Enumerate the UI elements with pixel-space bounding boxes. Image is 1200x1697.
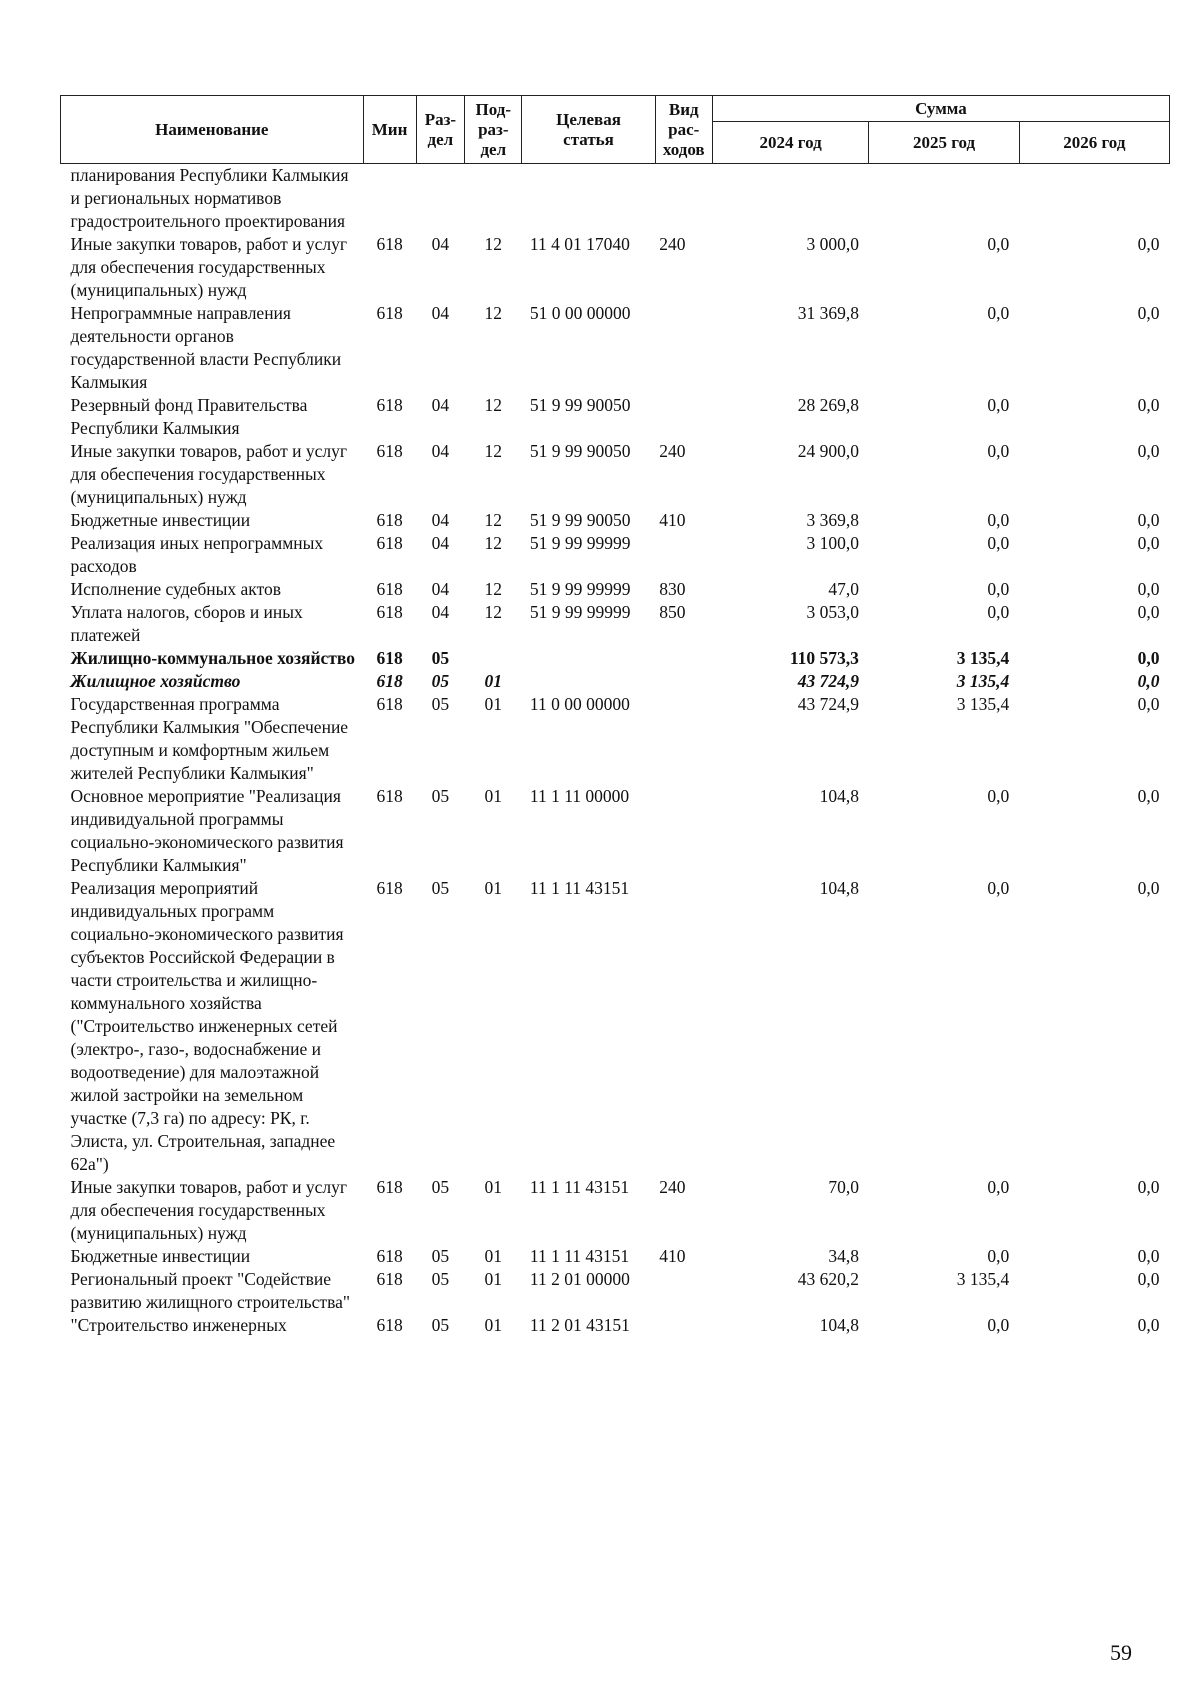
cell-name: Региональный проект "Содействие развитию жилищного строительства" — [70, 1269, 351, 1312]
cell-podrazdel: 01 — [484, 1269, 503, 1289]
cell-2024: 70,0 — [828, 1177, 859, 1197]
header-year-2024: 2024 год — [712, 122, 869, 164]
cell-2025: 3 135,4 — [956, 671, 1010, 691]
cell-podrazdel: 12 — [484, 510, 503, 530]
cell-target: 11 1 11 00000 — [529, 786, 630, 806]
cell-podrazdel: 01 — [484, 1177, 503, 1197]
cell-2024: 110 573,3 — [789, 648, 859, 668]
table-row — [61, 693, 1170, 785]
cell-razdel: 05 — [431, 1315, 450, 1335]
cell-razdel — [416, 164, 465, 234]
table-row — [61, 1245, 1170, 1268]
cell-2024: 3 000,0 — [806, 234, 859, 254]
cell-name: Непрограммные направления деятельности органов государственной власти Республики Калмыкия — [70, 303, 342, 392]
cell-2024: 43 724,9 — [797, 694, 859, 714]
header-razdel: Раз- дел — [416, 96, 465, 164]
cell-podrazdel: 12 — [484, 602, 503, 622]
cell-2025: 0,0 — [987, 1315, 1010, 1335]
cell-name: Государственная программа Республики Калмыкия "Обеспечение доступным и комфортным жильем жителей Республики Калмыкия" — [70, 694, 349, 783]
cell-2024: 3 369,8 — [806, 510, 859, 530]
cell-razdel: 04 — [431, 395, 450, 415]
cell-min — [363, 164, 416, 234]
cell-vid — [655, 693, 712, 785]
cell-2026: 0,0 — [1137, 1269, 1160, 1289]
cell-name: Уплата налогов, сборов и иных платежей — [70, 602, 303, 645]
cell-2026: 0,0 — [1137, 441, 1160, 461]
cell-vid — [655, 302, 712, 394]
cell-2026: 0,0 — [1137, 579, 1160, 599]
cell-2025: 0,0 — [987, 395, 1010, 415]
cell-min: 618 — [376, 1269, 403, 1289]
cell-2026: 0,0 — [1137, 234, 1160, 254]
header-name: Наименование — [61, 96, 364, 164]
cell-vid — [655, 164, 712, 234]
document-page — [60, 95, 1170, 1337]
cell-2025: 0,0 — [987, 1246, 1010, 1266]
table-row — [61, 1314, 1170, 1337]
table-row — [61, 164, 1170, 234]
cell-vid: 410 — [659, 1246, 686, 1266]
cell-podrazdel: 12 — [484, 303, 503, 323]
cell-vid: 830 — [659, 579, 686, 599]
cell-razdel: 05 — [431, 1269, 450, 1289]
cell-vid — [655, 785, 712, 877]
cell-min: 618 — [376, 579, 403, 599]
cell-razdel: 04 — [431, 441, 450, 461]
cell-podrazdel: 01 — [484, 1246, 503, 1266]
cell-name: "Строительство инженерных — [70, 1315, 287, 1335]
cell-min: 618 — [376, 234, 403, 254]
cell-podrazdel — [465, 647, 522, 670]
table-row — [61, 877, 1170, 1176]
cell-2025: 0,0 — [987, 786, 1010, 806]
cell-target: 11 0 00 00000 — [529, 694, 630, 714]
table-row — [61, 578, 1170, 601]
cell-target: 11 2 01 43151 — [529, 1315, 630, 1335]
cell-name: планирования Республики Калмыкия и региональных нормативов градостроительного проектирования — [70, 165, 349, 231]
cell-target: 11 2 01 00000 — [529, 1269, 630, 1289]
cell-razdel: 05 — [431, 786, 450, 806]
cell-min: 618 — [376, 694, 403, 714]
cell-2024: 104,8 — [819, 786, 859, 806]
cell-name: Бюджетные инвестиции — [70, 510, 251, 530]
cell-2026: 0,0 — [1137, 395, 1160, 415]
cell-min: 618 — [376, 1177, 403, 1197]
cell-min: 618 — [376, 786, 403, 806]
header-min: Мин — [363, 96, 416, 164]
cell-2025: 0,0 — [987, 234, 1010, 254]
page-number: 59 — [1110, 1640, 1132, 1665]
cell-2025: 0,0 — [987, 878, 1010, 898]
cell-2024: 43 724,9 — [797, 671, 859, 691]
cell-2025: 0,0 — [987, 303, 1010, 323]
cell-min: 618 — [376, 878, 403, 898]
cell-2025: 0,0 — [987, 441, 1010, 461]
cell-razdel: 05 — [431, 878, 450, 898]
cell-2026: 0,0 — [1137, 786, 1160, 806]
cell-target: 51 9 99 99999 — [529, 579, 631, 599]
cell-2026: 0,0 — [1137, 878, 1160, 898]
table-row — [61, 785, 1170, 877]
cell-2026: 0,0 — [1137, 533, 1160, 553]
cell-podrazdel: 12 — [484, 395, 503, 415]
table-row — [61, 532, 1170, 578]
cell-2024: 104,8 — [819, 878, 859, 898]
cell-razdel: 05 — [431, 1246, 450, 1266]
cell-name: Иные закупки товаров, работ и услуг для обеспечения государственных (муниципальных) нужд — [70, 1177, 348, 1243]
cell-2025 — [869, 164, 1019, 234]
cell-podrazdel: 12 — [484, 533, 503, 553]
cell-2025: 0,0 — [987, 510, 1010, 530]
cell-name: Иные закупки товаров, работ и услуг для обеспечения государственных (муниципальных) нужд — [70, 441, 348, 507]
cell-2024: 43 620,2 — [797, 1269, 859, 1289]
cell-target: 51 9 99 90050 — [529, 441, 631, 461]
table-row — [61, 1268, 1170, 1314]
cell-2025: 3 135,4 — [956, 694, 1010, 714]
cell-2024: 3 100,0 — [806, 533, 859, 553]
cell-target — [522, 670, 655, 693]
cell-vid: 850 — [659, 602, 686, 622]
table-body — [61, 164, 1170, 1338]
cell-2026: 0,0 — [1137, 1315, 1160, 1335]
cell-min: 618 — [376, 648, 403, 668]
cell-vid — [655, 394, 712, 440]
cell-2024: 31 369,8 — [797, 303, 859, 323]
header-target: Целевая статья — [522, 96, 655, 164]
cell-podrazdel: 01 — [484, 1315, 503, 1335]
cell-target: 51 0 00 00000 — [529, 303, 631, 323]
table-row — [61, 601, 1170, 647]
cell-podrazdel: 12 — [484, 234, 503, 254]
cell-target: 11 1 11 43151 — [529, 1177, 630, 1197]
header-year-2025: 2025 год — [869, 122, 1019, 164]
cell-min: 618 — [376, 1246, 403, 1266]
cell-min: 618 — [376, 395, 403, 415]
cell-name: Бюджетные инвестиции — [70, 1246, 251, 1266]
table-header — [61, 96, 1170, 164]
header-year-2026: 2026 год — [1019, 122, 1169, 164]
cell-vid: 240 — [659, 1177, 686, 1197]
table-row — [61, 394, 1170, 440]
cell-razdel: 04 — [431, 234, 450, 254]
table-row — [61, 302, 1170, 394]
cell-name: Жилищное хозяйство — [70, 671, 241, 691]
cell-vid — [655, 532, 712, 578]
cell-podrazdel: 01 — [484, 694, 503, 714]
cell-2026 — [1019, 164, 1169, 234]
cell-target: 11 4 01 17040 — [529, 234, 630, 254]
cell-2025: 3 135,4 — [956, 648, 1010, 668]
cell-name: Исполнение судебных актов — [70, 579, 282, 599]
table-row — [61, 233, 1170, 302]
cell-razdel: 04 — [431, 533, 450, 553]
cell-name: Реализация мероприятий индивидуальных программ социально-экономического развития субъектов Российской Федерации в части строительства и жилищно-коммунального хозяйства ("Строительство инженерных сетей (электро-, газо-, водоснабжение и водоотведение) для малоэтажной жилой застройки на земельном участке (7,3 га) по адресу: РК, г. Элиста, ул. Строительная, западнее 62а") — [70, 878, 344, 1174]
cell-2025: 0,0 — [987, 1177, 1010, 1197]
cell-vid: 240 — [659, 234, 686, 254]
table-row — [61, 647, 1170, 670]
cell-min: 618 — [376, 671, 403, 691]
cell-min: 618 — [376, 602, 403, 622]
cell-vid: 240 — [659, 441, 686, 461]
cell-vid — [655, 877, 712, 1176]
cell-2024 — [712, 164, 869, 234]
cell-razdel: 04 — [431, 303, 450, 323]
cell-min: 618 — [376, 441, 403, 461]
cell-2026: 0,0 — [1137, 303, 1160, 323]
cell-razdel: 05 — [431, 671, 450, 691]
cell-vid — [655, 647, 712, 670]
cell-2025: 0,0 — [987, 533, 1010, 553]
cell-2026: 0,0 — [1137, 1177, 1160, 1197]
cell-name: Иные закупки товаров, работ и услуг для обеспечения государственных (муниципальных) нужд — [70, 234, 348, 300]
cell-podrazdel: 01 — [484, 786, 503, 806]
cell-target: 51 9 99 90050 — [529, 395, 631, 415]
table-row — [61, 509, 1170, 532]
cell-target: 11 1 11 43151 — [529, 1246, 630, 1266]
cell-2025: 0,0 — [987, 602, 1010, 622]
cell-vid: 410 — [659, 510, 686, 530]
header-vid: Вид рас- ходов — [655, 96, 712, 164]
cell-2024: 104,8 — [819, 1315, 859, 1335]
cell-podrazdel: 12 — [484, 579, 503, 599]
cell-2026: 0,0 — [1137, 648, 1160, 668]
cell-target: 11 1 11 43151 — [529, 878, 630, 898]
cell-name: Жилищно-коммунальное хозяйство — [70, 648, 355, 668]
cell-razdel: 05 — [431, 1177, 450, 1197]
cell-2026: 0,0 — [1137, 602, 1160, 622]
cell-2026: 0,0 — [1137, 694, 1160, 714]
cell-name: Основное мероприятие "Реализация индивидуальной программы социально-экономического развития Республики Калмыкия" — [70, 786, 344, 875]
cell-2024: 47,0 — [828, 579, 859, 599]
cell-2025: 3 135,4 — [956, 1269, 1010, 1289]
cell-razdel: 05 — [431, 694, 450, 714]
cell-2025: 0,0 — [987, 579, 1010, 599]
table-row — [61, 670, 1170, 693]
cell-razdel: 04 — [431, 602, 450, 622]
cell-vid — [655, 1314, 712, 1337]
cell-podrazdel: 12 — [484, 441, 503, 461]
cell-2024: 3 053,0 — [806, 602, 859, 622]
cell-podrazdel: 01 — [484, 671, 503, 691]
cell-target: 51 9 99 90050 — [529, 510, 631, 530]
cell-target — [522, 647, 655, 670]
cell-min: 618 — [376, 303, 403, 323]
cell-min: 618 — [376, 533, 403, 553]
cell-2026: 0,0 — [1137, 1246, 1160, 1266]
cell-podrazdel: 01 — [484, 878, 503, 898]
cell-min: 618 — [376, 510, 403, 530]
cell-podrazdel — [465, 164, 522, 234]
cell-name: Реализация иных непрограммных расходов — [70, 533, 324, 576]
cell-razdel: 04 — [431, 579, 450, 599]
cell-target — [522, 164, 655, 234]
table-row — [61, 440, 1170, 509]
cell-razdel: 05 — [431, 648, 450, 668]
cell-target: 51 9 99 99999 — [529, 602, 631, 622]
table-row — [61, 1176, 1170, 1245]
header-sum: Сумма — [712, 96, 1169, 122]
header-podrazdel: Под- раз- дел — [465, 96, 522, 164]
cell-vid — [655, 1268, 712, 1314]
cell-2024: 28 269,8 — [797, 395, 859, 415]
cell-razdel: 04 — [431, 510, 450, 530]
budget-table — [60, 95, 1170, 1337]
cell-2024: 24 900,0 — [797, 441, 859, 461]
cell-name: Резервный фонд Правительства Республики Калмыкия — [70, 395, 308, 438]
cell-2026: 0,0 — [1137, 671, 1160, 691]
cell-2024: 34,8 — [828, 1246, 859, 1266]
cell-target: 51 9 99 99999 — [529, 533, 631, 553]
cell-min: 618 — [376, 1315, 403, 1335]
cell-vid — [655, 670, 712, 693]
cell-2026: 0,0 — [1137, 510, 1160, 530]
